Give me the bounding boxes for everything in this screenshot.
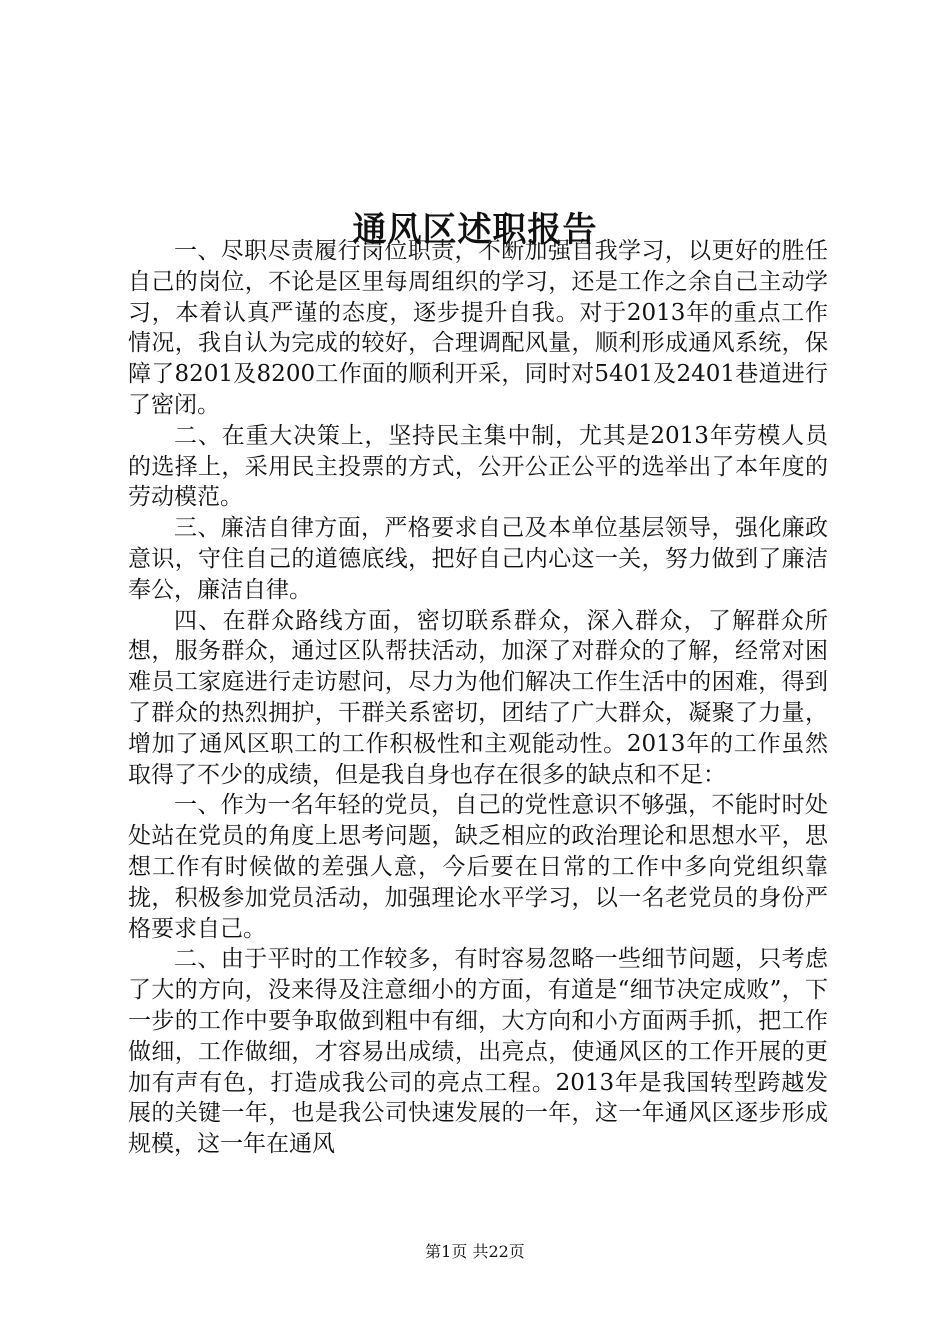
- report-body: [128, 236, 828, 1160]
- paragraph-5: 一、作为一名年轻的党员，自己的党性意识不够强，不能时时处处站在党员的角度上思考问题，缺乏相应的政治理论和思想水平，思想工作有时候做的差强人意，今后要在日常的工作中多向党组织靠拢，积极参加党员活动，加强理论水平学习，以一名老党员的身份严格要求自己。: [128, 792, 828, 942]
- page-title: 通风区述职报告: [352, 209, 598, 250]
- paragraph-1: 一、尽职尽责履行岗位职责，不断加强自我学习，以更好的胜任自己的岗位，不论是区里每周组织的学习，还是工作之余自己主动学习，本着认真严谨的态度，逐步提升自我。对于2013年的重点工作情况，我自认为完成的较好，合理调配风量，顺利形成通风系统，保障了8201及8200工作面的顺利开采，同时对5401及2401巷道进行了密闭。: [128, 238, 828, 418]
- paragraph-3: 三、廉洁自律方面，严格要求自己及本单位基层领导，强化廉政意识，守住自己的道德底线，把好自己内心这一关，努力做到了廉洁奉公，廉洁自律。: [128, 515, 828, 603]
- paragraph-2: 二、在重大决策上，坚持民主集中制，尤其是2013年劳模人员的选择上，采用民主投票的方式，公开公正公平的选举出了本年度的劳动模范。: [128, 422, 828, 511]
- page-number-footer: 第1页 共22页: [425, 1242, 525, 1261]
- paragraph-4: 四、在群众路线方面，密切联系群众，深入群众，了解群众所想，服务群众，通过区队帮扶活动，加深了对群众的了解，经常对困难员工家庭进行走访慰问，尽力为他们解决工作生活中的困难，得到了群众的热烈拥护，干群关系密切，团结了广大群众，凝聚了力量，增加了通风区职工的工作积极性和主观能动性。2013年的工作虽然取得了不少的成绩，但是我自身也存在很多的缺点和不足：: [128, 607, 828, 788]
- paragraph-6: 二、由于平时的工作较多，有时容易忽略一些细节问题，只考虑了大的方向，没来得及注意细小的方面，有道是“细节决定成败”，下一步的工作中要争取做到粗中有细，大方向和小方面两手抓，把工作做细，工作做细，才容易出成绩，出亮点，使通风区的工作开展的更加有声有色，打造成我公司的亮点工程。2013年是我国转型跨越发展的关键一年，也是我公司快速发展的一年，这一年通风区逐步形成规模，这一年在通风: [128, 946, 828, 1158]
